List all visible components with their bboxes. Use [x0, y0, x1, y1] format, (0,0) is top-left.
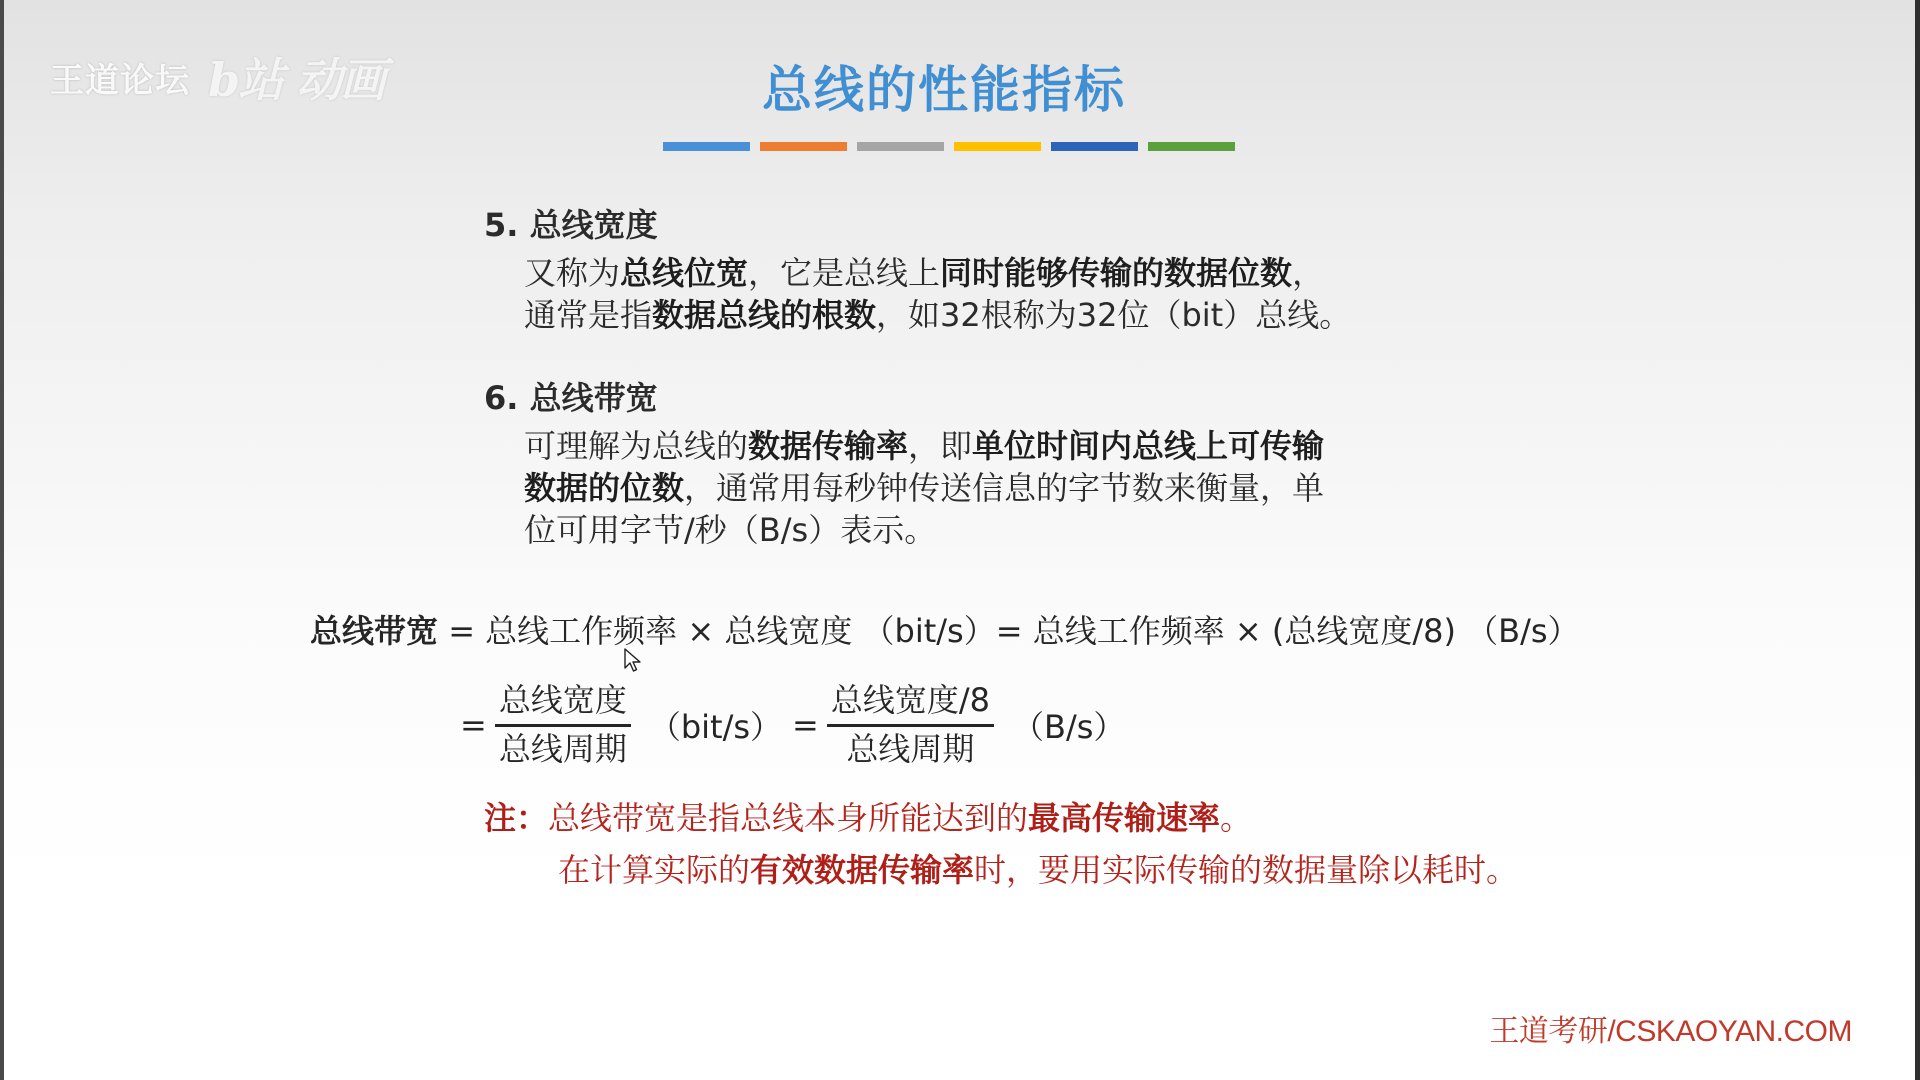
color-bar-segment [1051, 142, 1138, 151]
equals-sign: = [460, 705, 487, 744]
color-bar-segment [1148, 142, 1235, 151]
text-run: ，如32根称为32位（bit）总线。 [876, 296, 1352, 334]
color-bar-segment [663, 142, 750, 151]
section-heading: 5. 总线宽度 [484, 206, 658, 244]
watermark-label: 王道论坛 [50, 60, 190, 101]
bold-term: 数据的位数 [524, 469, 685, 507]
unit-label: （B/s） [1012, 707, 1126, 746]
section-heading: 6. 总线带宽 [484, 379, 658, 417]
text-line [524, 252, 1464, 294]
right-window-edge [1915, 0, 1920, 1080]
bold-term: 数据传输率 [748, 427, 909, 465]
bold-term: 单位时间内总线上可传输 [972, 427, 1325, 465]
fraction-numerator: 总线宽度/8 [827, 680, 994, 727]
text-run: ， [1292, 254, 1325, 292]
text-run: 总线带宽是指总线本身所能达到的 [548, 799, 1029, 837]
bold-term: 数据总线的根数 [652, 296, 877, 334]
watermark-sub: b站 动画 [208, 53, 385, 107]
fraction-denominator: 总线周期 [846, 730, 975, 768]
bold-term: 最高传输速率 [1028, 799, 1221, 837]
equals-sign: = [792, 705, 819, 744]
text-run: 又称为 [524, 254, 621, 292]
text-line [524, 467, 1464, 509]
bold-term: 有效数据传输率 [750, 851, 975, 889]
text-run: 可理解为总线的 [524, 427, 749, 465]
text-line: 位可用字节/秒（B/s）表示。 [524, 511, 937, 549]
color-bar-segment [857, 142, 944, 151]
text-run: ，它是总线上 [748, 254, 941, 292]
title-color-bar [663, 142, 1235, 151]
bold-term: 总线位宽 [620, 254, 749, 292]
fraction [827, 680, 994, 769]
text-line [524, 294, 1464, 336]
fraction [495, 680, 631, 769]
bandwidth-formula [310, 606, 1580, 656]
bold-term: 同时能够传输的数据位数 [940, 254, 1293, 292]
left-window-edge [0, 0, 4, 1080]
fraction-denominator: 总线周期 [498, 730, 627, 768]
color-bar-segment [954, 142, 1041, 151]
slide-title: 总线的性能指标 [762, 61, 1126, 119]
unit-label: （bit/s） [648, 707, 783, 746]
text-run: 。 [1220, 799, 1253, 837]
section-bus-width [484, 200, 1464, 336]
text-line [524, 425, 1464, 467]
note-line [484, 792, 1518, 844]
note [484, 792, 1518, 896]
text-run: 在计算实际的 [558, 851, 751, 889]
formula-lhs: 总线带宽 [310, 612, 439, 650]
note-prefix: 注： [484, 799, 549, 837]
text-run: ，即 [908, 427, 973, 465]
text-run: ，通常用每秒钟传送信息的字节数来衡量，单 [684, 469, 1325, 507]
text-run: 通常是指 [524, 296, 653, 334]
text-run: 时，要用实际传输的数据量除以耗时。 [974, 851, 1519, 889]
section-body [524, 425, 1464, 551]
section-body [524, 252, 1464, 336]
note-line [484, 844, 1518, 896]
section-bus-bandwidth [484, 373, 1464, 551]
bandwidth-formula-fraction [460, 680, 1135, 769]
formula-rhs: = 总线工作频率 × 总线宽度 （bit/s）= 总线工作频率 × (总线宽度/8) （B/s） [438, 612, 1580, 650]
fraction-numerator: 总线宽度 [495, 680, 631, 727]
color-bar-segment [760, 142, 847, 151]
footer-brand: 王道考研/CSKAOYAN.COM [1489, 1015, 1852, 1048]
mouse-pointer-icon [624, 648, 642, 674]
